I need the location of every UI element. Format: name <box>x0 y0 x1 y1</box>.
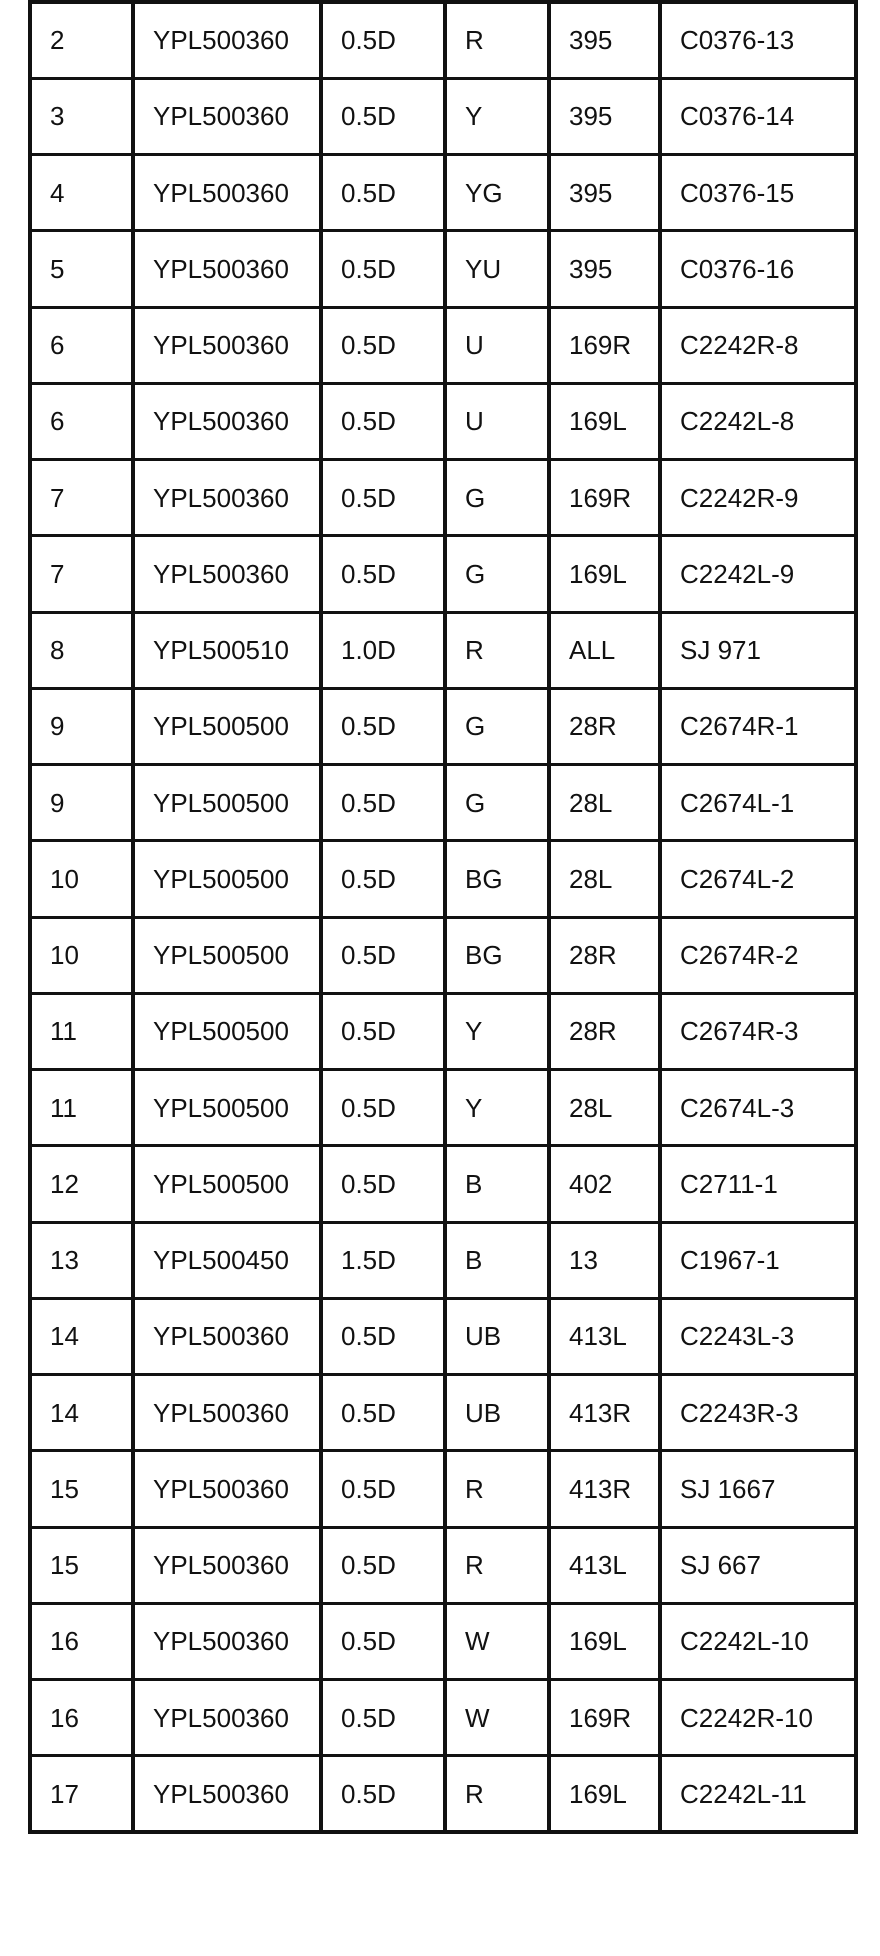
table-row <box>30 612 856 688</box>
cell-item: 7 <box>30 536 133 612</box>
cell-code: 395 <box>549 155 660 231</box>
cell-size: 0.5D <box>321 993 445 1069</box>
cell-size: 0.5D <box>321 765 445 841</box>
cell-code: 395 <box>549 78 660 154</box>
cell-part: YPL500450 <box>133 1222 321 1298</box>
cell-size: 1.5D <box>321 1222 445 1298</box>
cell-item: 12 <box>30 1146 133 1222</box>
cell-code: 413R <box>549 1451 660 1527</box>
cell-part: YPL500360 <box>133 2 321 78</box>
cell-size: 0.5D <box>321 1527 445 1603</box>
cell-ref: C1967-1 <box>660 1222 856 1298</box>
table-row <box>30 1298 856 1374</box>
cell-ref: C2674R-1 <box>660 688 856 764</box>
cell-ref: C2711-1 <box>660 1146 856 1222</box>
parts-table-body <box>30 2 856 1832</box>
cell-code: ALL <box>549 612 660 688</box>
cell-item: 11 <box>30 993 133 1069</box>
cell-code: 28R <box>549 688 660 764</box>
cell-item: 16 <box>30 1603 133 1679</box>
cell-item: 15 <box>30 1527 133 1603</box>
table-row <box>30 383 856 459</box>
cell-size: 0.5D <box>321 460 445 536</box>
cell-code: 169L <box>549 1756 660 1832</box>
table-row <box>30 1375 856 1451</box>
cell-code: 13 <box>549 1222 660 1298</box>
cell-item: 6 <box>30 307 133 383</box>
cell-color: B <box>445 1222 549 1298</box>
table-row <box>30 536 856 612</box>
cell-ref: C2243L-3 <box>660 1298 856 1374</box>
cell-color: R <box>445 1756 549 1832</box>
cell-color: R <box>445 2 549 78</box>
cell-ref: C0376-14 <box>660 78 856 154</box>
cell-size: 0.5D <box>321 1451 445 1527</box>
table-row <box>30 1603 856 1679</box>
cell-size: 0.5D <box>321 155 445 231</box>
cell-ref: C2242R-10 <box>660 1680 856 1756</box>
table-row <box>30 78 856 154</box>
cell-part: YPL500360 <box>133 1756 321 1832</box>
cell-part: YPL500360 <box>133 383 321 459</box>
cell-part: YPL500500 <box>133 688 321 764</box>
cell-ref: C0376-16 <box>660 231 856 307</box>
cell-size: 0.5D <box>321 1298 445 1374</box>
cell-part: YPL500360 <box>133 536 321 612</box>
cell-part: YPL500360 <box>133 1527 321 1603</box>
cell-code: 28R <box>549 917 660 993</box>
cell-code: 28L <box>549 765 660 841</box>
cell-code: 413L <box>549 1298 660 1374</box>
cell-color: G <box>445 688 549 764</box>
cell-code: 169L <box>549 1603 660 1679</box>
cell-part: YPL500500 <box>133 841 321 917</box>
cell-ref: SJ 667 <box>660 1527 856 1603</box>
table-row <box>30 2 856 78</box>
table-row <box>30 765 856 841</box>
cell-color: Y <box>445 1070 549 1146</box>
cell-ref: C0376-13 <box>660 2 856 78</box>
cell-size: 0.5D <box>321 2 445 78</box>
cell-color: U <box>445 383 549 459</box>
parts-table <box>28 0 858 1834</box>
cell-color: Y <box>445 993 549 1069</box>
cell-item: 14 <box>30 1375 133 1451</box>
cell-item: 10 <box>30 841 133 917</box>
cell-part: YPL500360 <box>133 1298 321 1374</box>
cell-part: YPL500360 <box>133 1451 321 1527</box>
table-row <box>30 1146 856 1222</box>
cell-size: 0.5D <box>321 231 445 307</box>
cell-code: 413L <box>549 1527 660 1603</box>
cell-part: YPL500360 <box>133 1375 321 1451</box>
cell-size: 0.5D <box>321 1375 445 1451</box>
cell-ref: C0376-15 <box>660 155 856 231</box>
cell-color: R <box>445 1527 549 1603</box>
cell-size: 1.0D <box>321 612 445 688</box>
cell-item: 9 <box>30 765 133 841</box>
cell-item: 17 <box>30 1756 133 1832</box>
table-row <box>30 155 856 231</box>
cell-ref: C2242R-8 <box>660 307 856 383</box>
table-row <box>30 1070 856 1146</box>
cell-part: YPL500360 <box>133 78 321 154</box>
cell-color: BG <box>445 917 549 993</box>
cell-ref: C2242L-9 <box>660 536 856 612</box>
cell-item: 15 <box>30 1451 133 1527</box>
cell-size: 0.5D <box>321 383 445 459</box>
cell-color: UB <box>445 1375 549 1451</box>
cell-color: BG <box>445 841 549 917</box>
cell-part: YPL500360 <box>133 1603 321 1679</box>
cell-code: 169R <box>549 460 660 536</box>
cell-ref: C2674L-1 <box>660 765 856 841</box>
cell-item: 14 <box>30 1298 133 1374</box>
cell-part: YPL500360 <box>133 1680 321 1756</box>
cell-color: UB <box>445 1298 549 1374</box>
cell-size: 0.5D <box>321 1756 445 1832</box>
table-row <box>30 1756 856 1832</box>
cell-size: 0.5D <box>321 1603 445 1679</box>
cell-color: R <box>445 612 549 688</box>
cell-item: 11 <box>30 1070 133 1146</box>
cell-ref: C2674R-3 <box>660 993 856 1069</box>
cell-part: YPL500360 <box>133 155 321 231</box>
cell-item: 4 <box>30 155 133 231</box>
cell-part: YPL500500 <box>133 1070 321 1146</box>
table-row <box>30 993 856 1069</box>
table-row <box>30 307 856 383</box>
cell-color: W <box>445 1680 549 1756</box>
cell-part: YPL500360 <box>133 231 321 307</box>
cell-color: YG <box>445 155 549 231</box>
cell-ref: C2243R-3 <box>660 1375 856 1451</box>
cell-color: G <box>445 536 549 612</box>
cell-item: 5 <box>30 231 133 307</box>
cell-code: 28L <box>549 841 660 917</box>
cell-code: 169L <box>549 383 660 459</box>
cell-item: 9 <box>30 688 133 764</box>
table-row <box>30 1222 856 1298</box>
cell-color: R <box>445 1451 549 1527</box>
cell-size: 0.5D <box>321 1070 445 1146</box>
cell-color: U <box>445 307 549 383</box>
cell-ref: C2242L-10 <box>660 1603 856 1679</box>
table-row <box>30 917 856 993</box>
cell-code: 169L <box>549 536 660 612</box>
cell-item: 8 <box>30 612 133 688</box>
cell-part: YPL500510 <box>133 612 321 688</box>
cell-size: 0.5D <box>321 688 445 764</box>
cell-code: 169R <box>549 1680 660 1756</box>
table-row <box>30 841 856 917</box>
cell-code: 28R <box>549 993 660 1069</box>
cell-ref: C2674L-2 <box>660 841 856 917</box>
table-row <box>30 688 856 764</box>
cell-ref: C2674L-3 <box>660 1070 856 1146</box>
cell-item: 16 <box>30 1680 133 1756</box>
cell-item: 6 <box>30 383 133 459</box>
cell-size: 0.5D <box>321 1146 445 1222</box>
cell-part: YPL500360 <box>133 460 321 536</box>
cell-item: 3 <box>30 78 133 154</box>
cell-ref: C2242L-11 <box>660 1756 856 1832</box>
cell-code: 402 <box>549 1146 660 1222</box>
table-row <box>30 1527 856 1603</box>
cell-code: 169R <box>549 307 660 383</box>
cell-part: YPL500360 <box>133 307 321 383</box>
cell-size: 0.5D <box>321 917 445 993</box>
cell-code: 28L <box>549 1070 660 1146</box>
cell-ref: C2242R-9 <box>660 460 856 536</box>
cell-item: 10 <box>30 917 133 993</box>
cell-ref: C2674R-2 <box>660 917 856 993</box>
cell-ref: SJ 1667 <box>660 1451 856 1527</box>
table-row <box>30 1680 856 1756</box>
cell-color: YU <box>445 231 549 307</box>
table-row <box>30 231 856 307</box>
cell-size: 0.5D <box>321 1680 445 1756</box>
cell-size: 0.5D <box>321 78 445 154</box>
cell-size: 0.5D <box>321 307 445 383</box>
cell-code: 395 <box>549 2 660 78</box>
cell-item: 7 <box>30 460 133 536</box>
cell-part: YPL500500 <box>133 765 321 841</box>
cell-color: G <box>445 765 549 841</box>
cell-color: W <box>445 1603 549 1679</box>
cell-ref: SJ 971 <box>660 612 856 688</box>
cell-part: YPL500500 <box>133 917 321 993</box>
cell-part: YPL500500 <box>133 993 321 1069</box>
cell-size: 0.5D <box>321 536 445 612</box>
cell-color: Y <box>445 78 549 154</box>
cell-size: 0.5D <box>321 841 445 917</box>
cell-ref: C2242L-8 <box>660 383 856 459</box>
table-row <box>30 1451 856 1527</box>
cell-item: 2 <box>30 2 133 78</box>
cell-color: B <box>445 1146 549 1222</box>
cell-code: 395 <box>549 231 660 307</box>
cell-part: YPL500500 <box>133 1146 321 1222</box>
table-row <box>30 460 856 536</box>
cell-item: 13 <box>30 1222 133 1298</box>
cell-code: 413R <box>549 1375 660 1451</box>
cell-color: G <box>445 460 549 536</box>
